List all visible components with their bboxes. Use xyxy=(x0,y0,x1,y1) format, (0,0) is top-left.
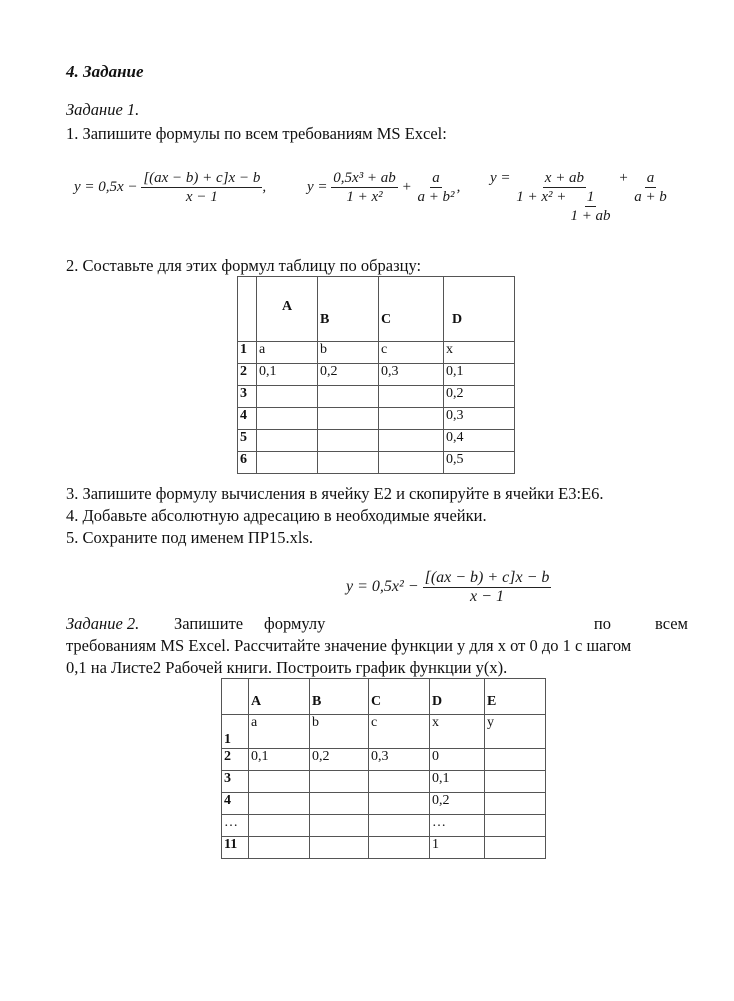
formula-3-inner-denominator: 1 + ab xyxy=(570,208,611,224)
table-cell xyxy=(379,430,444,452)
table-cell: 0,3 xyxy=(379,364,444,386)
table-cell: x xyxy=(430,715,485,749)
task2-line1 xyxy=(66,614,688,634)
table-cell xyxy=(379,408,444,430)
table-cell: a xyxy=(257,342,318,364)
table-cell: 0,2 xyxy=(318,364,379,386)
task1-item2: 2. Составьте для этих формул таблицу по образцу: xyxy=(66,256,422,275)
table-cell xyxy=(485,749,546,771)
table-header-cell: A xyxy=(249,679,310,715)
table-task1 xyxy=(237,276,515,474)
table-cell: 0,4 xyxy=(444,430,515,452)
table-cell-corner xyxy=(238,277,257,342)
formula-3-numerator-1: x + ab xyxy=(544,170,585,186)
task2-word: по xyxy=(593,614,612,633)
table-row xyxy=(238,408,515,430)
table-header-cell: C xyxy=(379,277,444,342)
formula-2-comma: , xyxy=(456,178,461,195)
table-header-cell: A xyxy=(257,277,318,342)
formula-2-denominator-2: a + b² xyxy=(417,189,455,205)
task1-item4: 4. Добавьте абсолютную адресацию в необходимые ячейки. xyxy=(66,506,487,525)
table-cell: b xyxy=(318,342,379,364)
table-row xyxy=(222,749,546,771)
formula-2-numerator-2: a xyxy=(432,170,440,186)
table-cell: c xyxy=(369,715,430,749)
table-header-cell: D xyxy=(444,277,515,342)
table-cell xyxy=(369,793,430,815)
table-row xyxy=(238,452,515,474)
table-cell xyxy=(249,815,310,837)
formula-3-lhs: y = xyxy=(490,170,511,186)
table-cell xyxy=(485,771,546,793)
table-cell xyxy=(485,815,546,837)
table-cell xyxy=(249,793,310,815)
table-cell xyxy=(257,430,318,452)
row-header: 5 xyxy=(238,430,257,452)
table-row xyxy=(222,837,546,859)
table-cell xyxy=(310,815,369,837)
table-cell xyxy=(310,837,369,859)
table-cell: 0,1 xyxy=(257,364,318,386)
table-cell xyxy=(257,386,318,408)
task2-word: формулу xyxy=(264,614,326,633)
table-row xyxy=(222,793,546,815)
table-cell: a xyxy=(249,715,310,749)
row-header: 11 xyxy=(222,837,249,859)
task1-item1: 1. Запишите формулы по всем требованиям MS Excel: xyxy=(66,124,447,143)
task2-line2: требованиям MS Excel. Рассчитайте значение функции y для x от 0 до 1 с шагом xyxy=(66,636,632,655)
formula-1-comma: , xyxy=(262,178,267,195)
formula-3-denominator-1: 1 + x² + xyxy=(516,189,567,205)
row-header: 1 xyxy=(238,342,257,364)
table-row xyxy=(238,364,515,386)
table-task2 xyxy=(221,678,546,859)
task2-label: Задание 2. xyxy=(66,614,140,633)
table-cell xyxy=(369,815,430,837)
row-header: 1 xyxy=(222,715,249,749)
formula-3-denominator-2: a + b xyxy=(634,189,667,205)
task1-title: Задание 1. xyxy=(66,100,140,119)
table-row xyxy=(222,679,546,715)
formula-2-numerator-1: 0,5x³ + ab xyxy=(333,170,396,186)
row-header: 4 xyxy=(238,408,257,430)
row-header: 2 xyxy=(222,749,249,771)
table-cell xyxy=(257,408,318,430)
table-cell: b xyxy=(310,715,369,749)
table-row xyxy=(238,386,515,408)
formula-4-lhs: y = 0,5x² − xyxy=(346,578,419,596)
task1-item3: 3. Запишите формулу вычисления в ячейку E2 и скопируйте в ячейки E3:E6. xyxy=(66,484,604,503)
formula-4 xyxy=(346,570,551,605)
formula-1-denominator: x − 1 xyxy=(185,189,218,205)
formula-1-numerator: [(ax − b) + c]x − b xyxy=(143,170,261,186)
table-cell xyxy=(485,837,546,859)
table-cell xyxy=(310,793,369,815)
table-cell xyxy=(318,386,379,408)
table-row xyxy=(222,771,546,793)
row-header: 2 xyxy=(238,364,257,386)
table-row xyxy=(238,430,515,452)
table-cell xyxy=(318,452,379,474)
table-header-cell: E xyxy=(485,679,546,715)
formula-2 xyxy=(307,170,460,205)
table-cell xyxy=(249,837,310,859)
table-cell: 0 xyxy=(430,749,485,771)
table-cell xyxy=(249,771,310,793)
table-cell xyxy=(257,452,318,474)
task2-word: Запишите xyxy=(174,614,244,633)
table-cell xyxy=(369,771,430,793)
table-cell: 0,2 xyxy=(444,386,515,408)
table-cell xyxy=(369,837,430,859)
formula-3 xyxy=(490,170,669,224)
formula-3-numerator-2: a xyxy=(646,170,655,186)
table-cell xyxy=(485,793,546,815)
table-cell xyxy=(310,771,369,793)
row-header: … xyxy=(222,815,249,837)
table-header-cell: B xyxy=(318,277,379,342)
table-cell: 0,1 xyxy=(430,771,485,793)
section-title: 4. Задание xyxy=(66,62,144,81)
table-cell: 0,3 xyxy=(444,408,515,430)
table-cell xyxy=(379,452,444,474)
table-header-cell: D xyxy=(430,679,485,715)
table-header-cell: B xyxy=(310,679,369,715)
table-row xyxy=(238,277,515,342)
table-cell: … xyxy=(430,815,485,837)
table-cell: 0,5 xyxy=(444,452,515,474)
table-row xyxy=(222,715,546,749)
table-cell xyxy=(318,430,379,452)
formula-3-inner-numerator: 1 xyxy=(586,189,595,205)
row-header: 3 xyxy=(222,771,249,793)
formula-2-lhs: y = xyxy=(307,178,328,195)
table-cell: c xyxy=(379,342,444,364)
table-cell: 0,1 xyxy=(444,364,515,386)
table-cell xyxy=(379,386,444,408)
table-row xyxy=(222,815,546,837)
table-header-cell: C xyxy=(369,679,430,715)
table-cell: 0,2 xyxy=(430,793,485,815)
task1-item5: 5. Сохраните под именем ПР15.xls. xyxy=(66,528,314,547)
formula-2-plus: + xyxy=(401,178,412,195)
formula-4-denominator: x − 1 xyxy=(470,588,504,605)
table-cell: 0,1 xyxy=(249,749,310,771)
task2-line3: 0,1 на Листе2 Рабочей книги. Построить график функции y(x). xyxy=(66,658,508,677)
formula-1 xyxy=(74,170,266,205)
row-header: 4 xyxy=(222,793,249,815)
formula-3-plus: + xyxy=(618,170,629,186)
table-cell: 1 xyxy=(430,837,485,859)
row-header: 6 xyxy=(238,452,257,474)
table-cell xyxy=(318,408,379,430)
table-cell-corner xyxy=(222,679,249,715)
table-row xyxy=(238,342,515,364)
table-cell: 0,2 xyxy=(310,749,369,771)
formula-4-numerator: [(ax − b) + c]x − b xyxy=(424,569,550,586)
formula-1-lhs: y = 0,5x − xyxy=(74,178,138,195)
row-header: 3 xyxy=(238,386,257,408)
table-cell: x xyxy=(444,342,515,364)
task2-word: всем xyxy=(655,614,688,633)
table-cell: 0,3 xyxy=(369,749,430,771)
formula-2-denominator-1: 1 + x² xyxy=(346,189,383,205)
table-cell: y xyxy=(485,715,546,749)
